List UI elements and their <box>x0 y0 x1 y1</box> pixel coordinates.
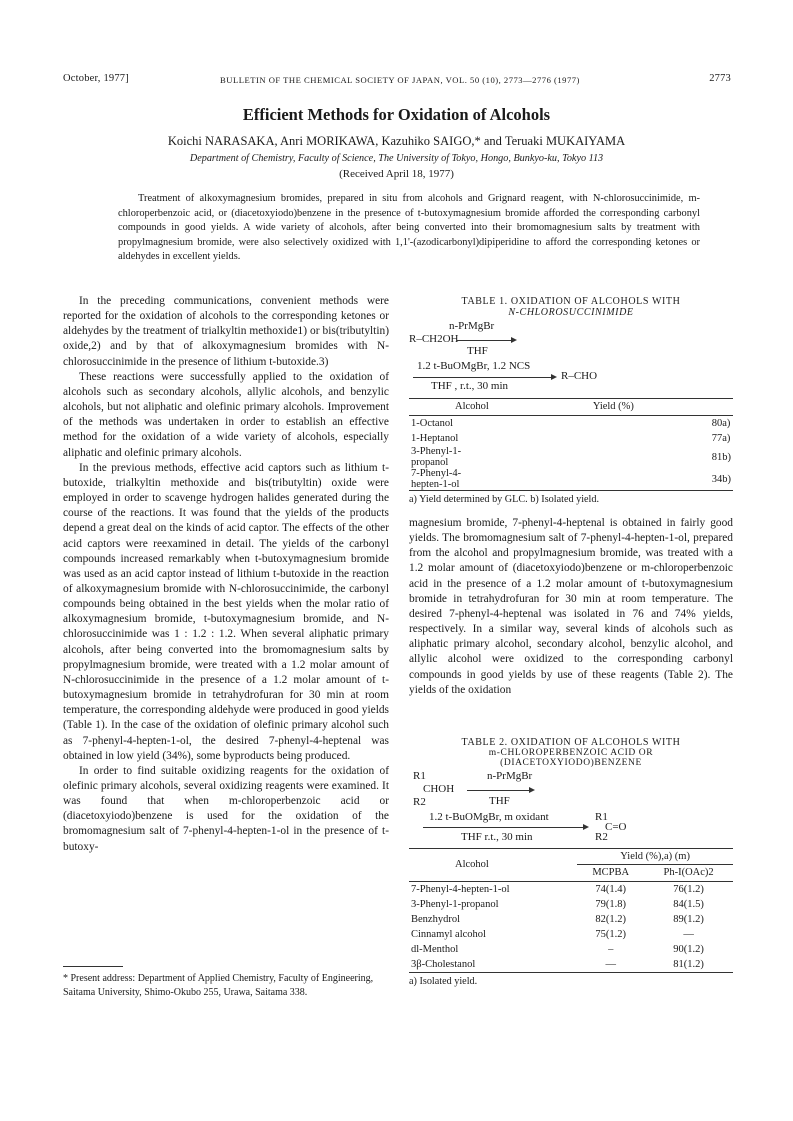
table-2-caption: TABLE 2. OXIDATION OF ALCOHOLS WITH <box>461 737 681 748</box>
paper-title: Efficient Methods for Oxidation of Alcohols <box>242 105 551 124</box>
table-cell: 77a) <box>711 433 731 444</box>
scheme-reagent-2-bottom: THF r.t., 30 min <box>461 831 533 843</box>
scheme-arrow-1 <box>467 790 531 791</box>
right-column <box>409 516 733 698</box>
table-1-scheme <box>409 320 733 394</box>
table-row <box>409 957 733 972</box>
table-1-caption: TABLE 1. OXIDATION OF ALCOHOLS WITH <box>461 296 681 307</box>
table-cell: 80a) <box>711 418 731 429</box>
scheme-reagent-1-bottom: THF <box>489 795 510 807</box>
table-cell: — <box>605 959 616 970</box>
table-cell: 1-Octanol <box>411 418 453 429</box>
table-cell: 75(1.2) <box>595 929 627 940</box>
table-cell: 7-Phenyl-4-hepten-1-ol <box>411 468 462 490</box>
scheme-product-r2: R2 <box>595 831 608 843</box>
column-header: Yield (%) <box>592 401 634 412</box>
table-1 <box>409 296 733 505</box>
table-row <box>409 882 733 897</box>
column-header: Ph-I(OAc)2 <box>663 867 714 878</box>
scheme-r1: R1 <box>413 770 426 782</box>
abstract: Treatment of alkoxymagnesium bromides, prepared in situ from alcohols and Grignard reagent, with N-chlorosuccinimide, m-chloroperbenzoic acid, or (diacetoxyiodo)benzene in the presence of t-butoxymagnesium bromide afforded the corresponding carbonyl compounds in good yields. A wide variety of alcohols, after being converted into their bromomagnesium salts by treatment with propylmagnesium bromide, were also selectively oxidized with 1,1'-(azodicarbonyl)dipiperidine to afford the corresponding ketones or aldehydes in excellent yields. <box>118 193 700 263</box>
table-row <box>409 897 733 912</box>
table-cell: 34b) <box>711 473 731 485</box>
table-cell: 79(1.8) <box>595 899 627 910</box>
table-cell: — <box>683 929 694 940</box>
scheme-reagent-1-top: n-PrMgBr <box>449 320 495 332</box>
paragraph: These reactions were successfully applied to the oxidation of alcohols such as secondary alcohols, allylic alcohols, and benzylic alcohols, but not aliphatic and olefinic primary alcohols. Improvement of the methods was undertaken in order to establish an effective method for the oxidation of a wide variety of alcohols, especially aliphatic and olefinic primary alcohols. <box>63 370 389 459</box>
table-cell: Benzhydrol <box>411 914 460 925</box>
left-column <box>63 294 389 855</box>
table-1-caption-sub: N-CHLOROSUCCINIMIDE <box>508 307 634 318</box>
table-rule <box>409 972 733 973</box>
scheme-reagent-1-bottom: THF <box>467 345 488 357</box>
scheme-reagent-2-top: 1.2 t-BuOMgBr, m oxidant <box>429 811 549 823</box>
paragraph: In the previous methods, effective acid captors such as lithium t-butoxide, trialkyltin methoxide and bis(tributyltin) oxide were employed in order to scavenge hydrogen halides generated during the course of the reactions. It was found that the yields of the products depend a great deal on the kinds of acid captor. The effects of the other acid captors were reexamined in detail. The yields of the carbonyl compounds increased remarkably when t-butoxymagnesium bromide was used as an acid captor instead of lithium t-butoxide in the reaction of alkoxymagnesium bromide with N-chlorosuccinimide, the carbonyl compounds being obtained in the best yields when the molar ratio of alkoxymagnesium bromide, t-butoxymagnesium bromide, and N-chlorosuccinimide was 1 : 1.2 : 1.2. When several aliphatic primary alcohols, after being converted into the bromomagnesium salts by propylmagnesium bromide, were treated with a 1.2 molar amount of N-chlorosuccinimide in the presence of a 1.2 molar amount of t-butoxymagnesium bromide in tetrahydrofuran for 30 min at room temperature, the corresponding aldehyde were produced in good yields (Table 1). In the case of the oxidation of olefinic primary alcohol such as 7-phenyl-4-hepten-1-ol, the desired 7-phenyl-4-heptenal was obtained in low yield (34%), some byproducts being produced. <box>63 461 389 762</box>
table-2-scheme <box>409 770 733 842</box>
table-1-grid <box>409 399 733 490</box>
authors: Koichi NARASAKA, Anri MORIKAWA, Kazuhiko SAIGO,* and Teruaki MUKAIYAMA <box>167 134 626 148</box>
table-cell: 1-Heptanol <box>411 433 459 444</box>
table-cell: 7-Phenyl-4-hepten-1-ol <box>411 884 510 895</box>
table-2-footnote: a) Isolated yield. <box>409 976 478 987</box>
table-cell: 76(1.2) <box>673 884 704 895</box>
table-1-footnote: a) Yield determined by GLC. b) Isolated yield. <box>409 494 600 505</box>
scheme-arrow-2 <box>413 377 553 378</box>
table-header-row <box>409 399 733 414</box>
table-row <box>409 416 733 431</box>
table-cell: 74(1.4) <box>595 884 627 895</box>
table-cell: 82(1.2) <box>595 914 627 925</box>
column-header: Alcohol <box>455 401 489 412</box>
table-2 <box>409 737 733 987</box>
scheme-r2: R2 <box>413 796 426 808</box>
column-header: Alcohol <box>455 859 489 870</box>
header-date: October, 1977] <box>63 73 129 84</box>
scheme-reagent-2-top: 1.2 t-BuOMgBr, 1.2 NCS <box>417 360 531 372</box>
scheme-reactant: R–CH2OH <box>409 333 459 345</box>
paragraph: In the preceding communications, convenient methods were reported for the oxidation of alcohols to the corresponding ketones or aldehydes by the treatment of trialkyltin methoxide1) or bis(tributyltin) oxide,2) and by that of alkoxymagnesium bromides with N-chlorosuccinimide in the presence of lithium t-butoxide.3) <box>63 295 389 368</box>
table-rule <box>409 490 733 491</box>
footnote: * Present address: Department of Applied Chemistry, Faculty of Engineering, Saitama University, Shimo-Okubo 255, Urawa, Saitama 338. <box>63 973 374 998</box>
table-cell: 81b) <box>711 451 731 463</box>
table-header-row <box>409 849 733 865</box>
table-2-grid <box>409 849 733 972</box>
footnote-rule <box>63 966 123 967</box>
scheme-arrow-1 <box>457 340 513 341</box>
paragraph: In order to find suitable oxidizing reagents for the oxidation of olefinic primary alcohols, several oxidizing reagents were examined. It was found that when m-chloroperbenzoic acid or (diacetoxyiodo)benzene is used for the oxidation of the bromomagnesium salt of 7-phenyl-4-hepten-1-ol in the presence of t-butoxy- <box>63 764 389 853</box>
table-row <box>409 942 733 957</box>
table-cell: 3β-Cholestanol <box>411 959 476 970</box>
table-2-caption-sub: m-CHLOROPERBENZOIC ACID OR <box>488 748 654 758</box>
scheme-reagent-1-top: n-PrMgBr <box>487 770 533 782</box>
table-row <box>409 431 733 446</box>
scheme-product: R–CHO <box>561 370 598 382</box>
table-2-caption-sub: (DIACETOXYIODO)BENZENE <box>500 758 642 768</box>
paragraph: magnesium bromide, 7-phenyl-4-heptenal is obtained in fairly good yields. The bromomagnesium salt of 7-phenyl-4-hepten-1-ol, prepared from the alcohol and propylmagnesium bromide, was treated with a 1.2 molar amount of (diacetoxyiodo)benzene or m-chloroperbenzoic acid in the presence of a 1.2 molar amount of t-butoxymagnesium bromide in tetrahydrofuran for 30 min at room temperature. The desired 7-phenyl-4-heptenal was isolated in 76 and 74% yields, respectively. In a similar way, several kinds of alcohols such as aliphatic primary alcohol, secondary alcohol, benzylic alcohol, and allylic alcohol were oxidized to the corresponding carbonyl compounds in good yields by use of these reagents (Table 2). The yields of the oxidation <box>409 517 733 696</box>
table-row <box>409 912 733 927</box>
scheme-product-co: C=O <box>605 821 627 833</box>
table-cell: 81(1.2) <box>673 959 704 970</box>
table-cell: 90(1.2) <box>673 944 704 955</box>
column-header: MCPBA <box>592 867 630 878</box>
header-journal: BULLETIN OF THE CHEMICAL SOCIETY OF JAPAN, VOL. 50 (10), 2773—2776 (1977) <box>220 75 580 85</box>
table-cell: 3-Phenyl-1-propanol <box>411 446 462 468</box>
scheme-choh: CHOH <box>423 783 455 795</box>
scheme-reagent-2-bottom: THF , r.t., 30 min <box>431 380 509 392</box>
table-cell: 89(1.2) <box>673 914 704 925</box>
header-page-number: 2773 <box>709 73 731 84</box>
received-date: (Received April 18, 1977) <box>339 168 454 180</box>
table-cell: – <box>608 944 614 955</box>
table-row <box>409 927 733 942</box>
affiliation: Department of Chemistry, Faculty of Science, The University of Tokyo, Hongo, Bunkyo-ku, Tokyo 113 <box>189 153 604 164</box>
table-row <box>409 446 733 468</box>
scheme-product-r1: R1 <box>595 811 608 823</box>
table-row <box>409 468 733 490</box>
table-cell: 84(1.5) <box>673 899 704 910</box>
table-cell: Cinnamyl alcohol <box>411 929 486 940</box>
table-cell: 3-Phenyl-1-propanol <box>411 899 499 910</box>
column-header: Yield (%),a) (m) <box>577 849 733 865</box>
scheme-arrow-2 <box>423 827 585 828</box>
table-cell: dl-Menthol <box>411 944 459 955</box>
